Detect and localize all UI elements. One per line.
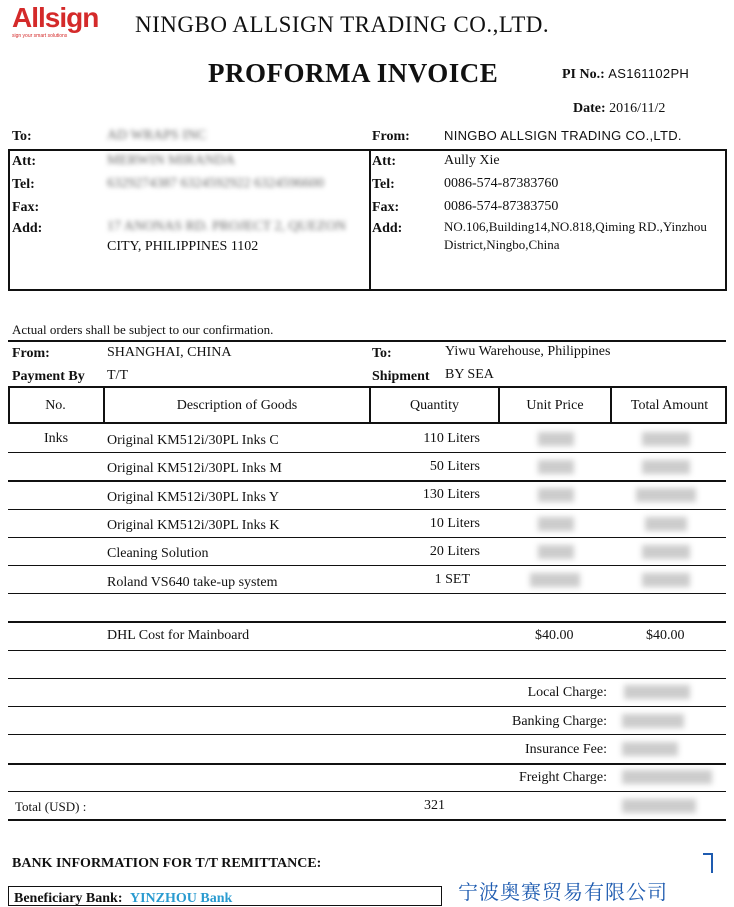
- shipment-value: BY SEA: [445, 367, 494, 382]
- row-line: [8, 678, 726, 679]
- pi-value: AS161102PH: [608, 66, 690, 81]
- to-label: To:: [12, 129, 32, 144]
- company-stamp: 宁波奥赛贸易有限公司: [458, 880, 668, 904]
- row-qty: 1 SET: [434, 572, 470, 587]
- beneficiary-label: Beneficiary Bank:: [14, 891, 123, 906]
- payment-label: Payment By: [12, 369, 85, 384]
- row-desc: Roland VS640 take-up system: [107, 575, 278, 590]
- row-line: [8, 537, 726, 538]
- row-qty: 20 Liters: [429, 544, 480, 559]
- header-total-amount: Total Amount: [630, 398, 709, 413]
- redacted-price: [538, 517, 574, 531]
- redacted-amount: [636, 488, 696, 502]
- contact-divider: [369, 149, 371, 291]
- redacted-price: [538, 460, 574, 474]
- to-add-value: 17 ANONAS RD. PROJECT 2, QUEZON: [107, 219, 346, 234]
- from-att-label: Att:: [372, 154, 397, 169]
- from-label: From:: [372, 129, 410, 144]
- from-tel-value: 0086-574-87383760: [444, 176, 559, 191]
- ship-from-label: From:: [12, 346, 50, 361]
- pi-label: PI No.:: [562, 67, 605, 82]
- redacted-price: [538, 545, 574, 559]
- redacted-price: [538, 432, 574, 446]
- row-line: [8, 650, 726, 651]
- row-no: Inks: [44, 431, 69, 446]
- freight-charge-label: Freight Charge:: [518, 770, 607, 785]
- redacted-total: [622, 799, 696, 813]
- banking-charge-label: Banking Charge:: [511, 714, 607, 729]
- document-title: PROFORMA INVOICE: [208, 58, 499, 88]
- rule: [8, 340, 726, 342]
- header-quantity: Quantity: [410, 398, 459, 413]
- from-add-label: Add:: [372, 221, 403, 236]
- dhl-total: $40.00: [646, 628, 685, 643]
- from-fax-value: 0086-574-87383750: [444, 199, 559, 214]
- ship-from-value: SHANGHAI, CHINA: [107, 345, 232, 360]
- bank-heading: BANK INFORMATION FOR T/T REMITTANCE:: [12, 856, 322, 871]
- to-att-value: MERWIN MIRANDA: [107, 153, 235, 168]
- company-logo: [12, 4, 102, 40]
- row-line: [8, 763, 726, 765]
- row-line: [8, 509, 726, 510]
- total-label: Total (USD) :: [15, 799, 87, 814]
- row-line: [8, 621, 726, 623]
- pi-number: [562, 66, 689, 83]
- to-value: AD WRAPS INC: [107, 128, 207, 143]
- from-tel-label: Tel:: [372, 177, 395, 192]
- date-value: 2016/11/2: [609, 101, 666, 116]
- row-desc: Cleaning Solution: [107, 546, 209, 561]
- from-add-value-2: District,Ningbo,China: [444, 237, 560, 252]
- redacted-amount: [642, 460, 690, 474]
- row-line: [8, 706, 726, 707]
- header-no: No.: [45, 398, 66, 413]
- logo-wordmark: Allsign: [12, 2, 99, 33]
- date-label: Date:: [573, 101, 606, 116]
- to-add-label: Add:: [12, 221, 43, 236]
- shipment-label: Shipment: [372, 369, 430, 384]
- company-name: NINGBO ALLSIGN TRADING CO.,LTD.: [135, 12, 550, 37]
- redacted-amount: [622, 742, 678, 756]
- from-value: NINGBO ALLSIGN TRADING CO.,LTD.: [444, 128, 682, 143]
- row-line: [8, 791, 726, 792]
- payment-value: T/T: [107, 368, 128, 383]
- from-add-value: NO.106,Building14,NO.818,Qiming RD.,Yinzhou: [444, 219, 707, 234]
- row-line: [8, 593, 726, 594]
- redacted-price: [538, 488, 574, 502]
- to-tel-value: 6329274387 6324592922 6324596600: [107, 176, 324, 191]
- row-qty: 130 Liters: [422, 487, 480, 502]
- dhl-desc: DHL Cost for Mainboard: [107, 628, 250, 643]
- row-desc: Original KM512i/30PL Inks Y: [107, 490, 280, 505]
- row-line: [8, 452, 726, 453]
- dhl-unit-price: $40.00: [535, 628, 574, 643]
- total-quantity: 321: [424, 798, 445, 813]
- redacted-amount: [645, 517, 687, 531]
- row-line: [8, 819, 726, 821]
- row-qty: 50 Liters: [429, 459, 480, 474]
- from-fax-label: Fax:: [372, 200, 400, 215]
- invoice-date: [573, 101, 665, 117]
- row-desc: Original KM512i/30PL Inks M: [107, 461, 282, 476]
- row-desc: Original KM512i/30PL Inks C: [107, 433, 279, 448]
- from-att-value: Aully Xie: [444, 153, 500, 168]
- redacted-amount: [622, 770, 712, 784]
- row-line: [8, 565, 726, 566]
- stamp-mark: [703, 853, 713, 873]
- insurance-fee-label: Insurance Fee:: [524, 742, 607, 757]
- to-tel-label: Tel:: [12, 177, 35, 192]
- confirmation-note: Actual orders shall be subject to our confirmation.: [12, 322, 274, 337]
- row-desc: Original KM512i/30PL Inks K: [107, 518, 280, 533]
- beneficiary-value: YINZHOU Bank: [130, 891, 233, 906]
- redacted-amount: [624, 685, 690, 699]
- redacted-amount: [642, 545, 690, 559]
- to-add-value-2: CITY, PHILIPPINES 1102: [107, 239, 259, 254]
- redacted-amount: [622, 714, 684, 728]
- header-description: Description of Goods: [176, 398, 298, 413]
- redacted-price: [530, 573, 580, 587]
- local-charge-label: Local Charge:: [527, 685, 607, 700]
- ship-to-value: Yiwu Warehouse, Philippines: [445, 344, 611, 359]
- row-qty: 10 Liters: [429, 516, 480, 531]
- row-line: [8, 480, 726, 482]
- row-line: [8, 734, 726, 735]
- redacted-amount: [642, 432, 690, 446]
- header-unit-price: Unit Price: [526, 398, 584, 413]
- to-att-label: Att:: [12, 154, 37, 169]
- redacted-amount: [642, 573, 690, 587]
- row-qty: 110 Liters: [423, 431, 480, 446]
- ship-to-label: To:: [372, 346, 392, 361]
- logo-tagline: sign your smart solutions: [12, 33, 68, 39]
- to-fax-label: Fax:: [12, 200, 40, 215]
